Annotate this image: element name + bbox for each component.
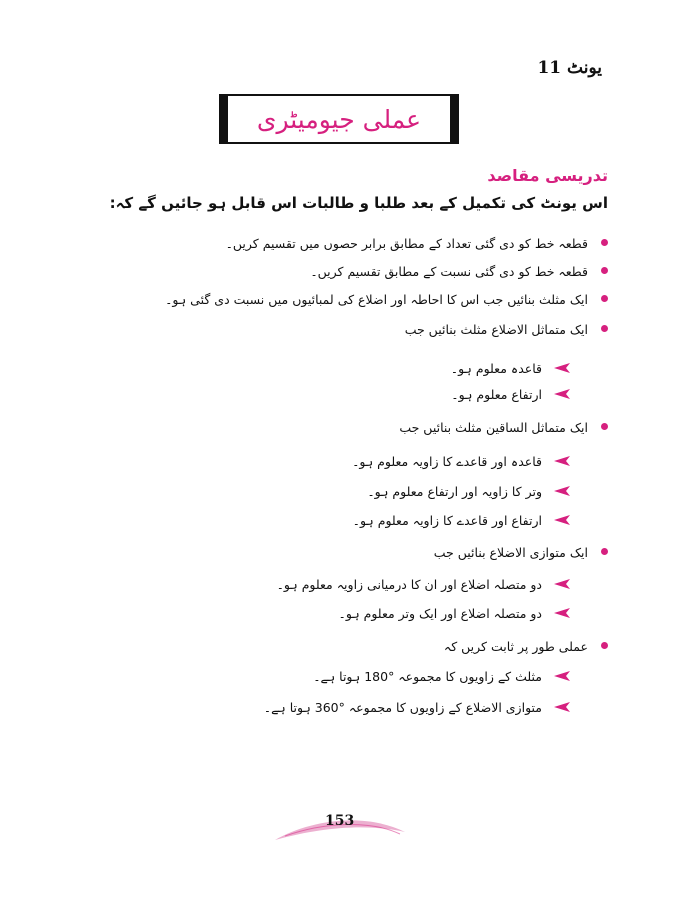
objective-text: قاعدہ اور قاعدے کا زاویہ معلوم ہو۔ [352,453,542,469]
sub-item-arrow-icon [554,363,570,373]
objective-sub-item [339,602,542,624]
sub-item-arrow-icon [554,671,570,681]
bullet-dot-icon [601,642,608,649]
objective-text: مثلث کے زاویوں کا مجموعہ °180 ہوتا ہے۔ [313,668,542,684]
objectives-heading: تدریسی مقاصد [487,166,608,185]
bullet-dot-icon [601,548,608,555]
objective-item [434,541,588,563]
sub-item-arrow-icon [554,456,570,466]
sub-item-arrow-icon [554,486,570,496]
objective-sub-item [367,480,542,502]
objective-item [226,232,588,254]
sub-item-arrow-icon [554,515,570,525]
objectives-intro: اس یونٹ کی تکمیل کے بعد طلبا و طالبات اس قابل ہو جائیں گے کہ: [109,194,608,212]
sub-item-arrow-icon [554,389,570,399]
objective-sub-item [353,509,542,531]
objective-text: دو متصلہ اضلاع اور ایک وتر معلوم ہو۔ [338,605,542,621]
bullet-dot-icon [601,423,608,430]
objective-item [165,288,588,310]
objective-text: عملی طور پر ثابت کریں کہ [443,638,588,654]
chapter-title: عملی جیومیٹری [256,104,422,134]
objective-text: ایک متوازی الاضلاع بنائیں جب [433,544,588,560]
objective-text: قطعہ خط کو دی گئی تعداد کے مطابق برابر حصوں میں تقسیم کریں۔ [225,235,588,251]
chapter-title-box [219,94,459,144]
objective-text: دو متصلہ اضلاع اور ان کا درمیانی زاویہ معلوم ہو۔ [276,576,542,592]
objective-sub-item [352,450,542,472]
objective-sub-item [451,383,542,405]
bullet-dot-icon [601,295,608,302]
sub-item-arrow-icon [554,579,570,589]
objective-item [444,635,588,657]
bullet-dot-icon [601,267,608,274]
objective-text: ایک متماثل الاضلاع مثلث بنائیں جب [404,321,588,337]
objective-text: ایک متماثل الساقین مثلث بنائیں جب [399,419,588,435]
page-number: 153 [325,813,355,829]
sub-item-arrow-icon [554,702,570,712]
objective-sub-item [264,696,542,718]
objective-sub-item [313,665,542,687]
objective-text: قطعہ خط کو دی گئی نسبت کے مطابق تقسیم کریں۔ [310,263,588,279]
objective-text: وتر کا زاویہ اور ارتفاع معلوم ہو۔ [367,483,542,499]
objective-text: متوازی الاضلاع کے زاویوں کا مجموعہ °360 ہوتا ہے۔ [263,699,542,715]
objective-text: ارتفاع معلوم ہو۔ [451,386,542,402]
objective-item [405,318,588,340]
sub-item-arrow-icon [554,608,570,618]
objective-item [399,416,588,438]
objective-text: ایک مثلث بنائیں جب اس کا احاطہ اور اضلاع کی لمبائیوں میں نسبت دی گئی ہو۔ [165,291,588,307]
objective-text: قاعدہ معلوم ہو۔ [450,360,542,376]
objective-sub-item [277,573,542,595]
objective-sub-item [451,357,542,379]
unit-label: یونٹ 11 [537,58,602,78]
objective-item [310,260,588,282]
bullet-dot-icon [601,325,608,332]
bullet-dot-icon [601,239,608,246]
objective-text: ارتفاع اور قاعدے کا زاویہ معلوم ہو۔ [352,512,542,528]
